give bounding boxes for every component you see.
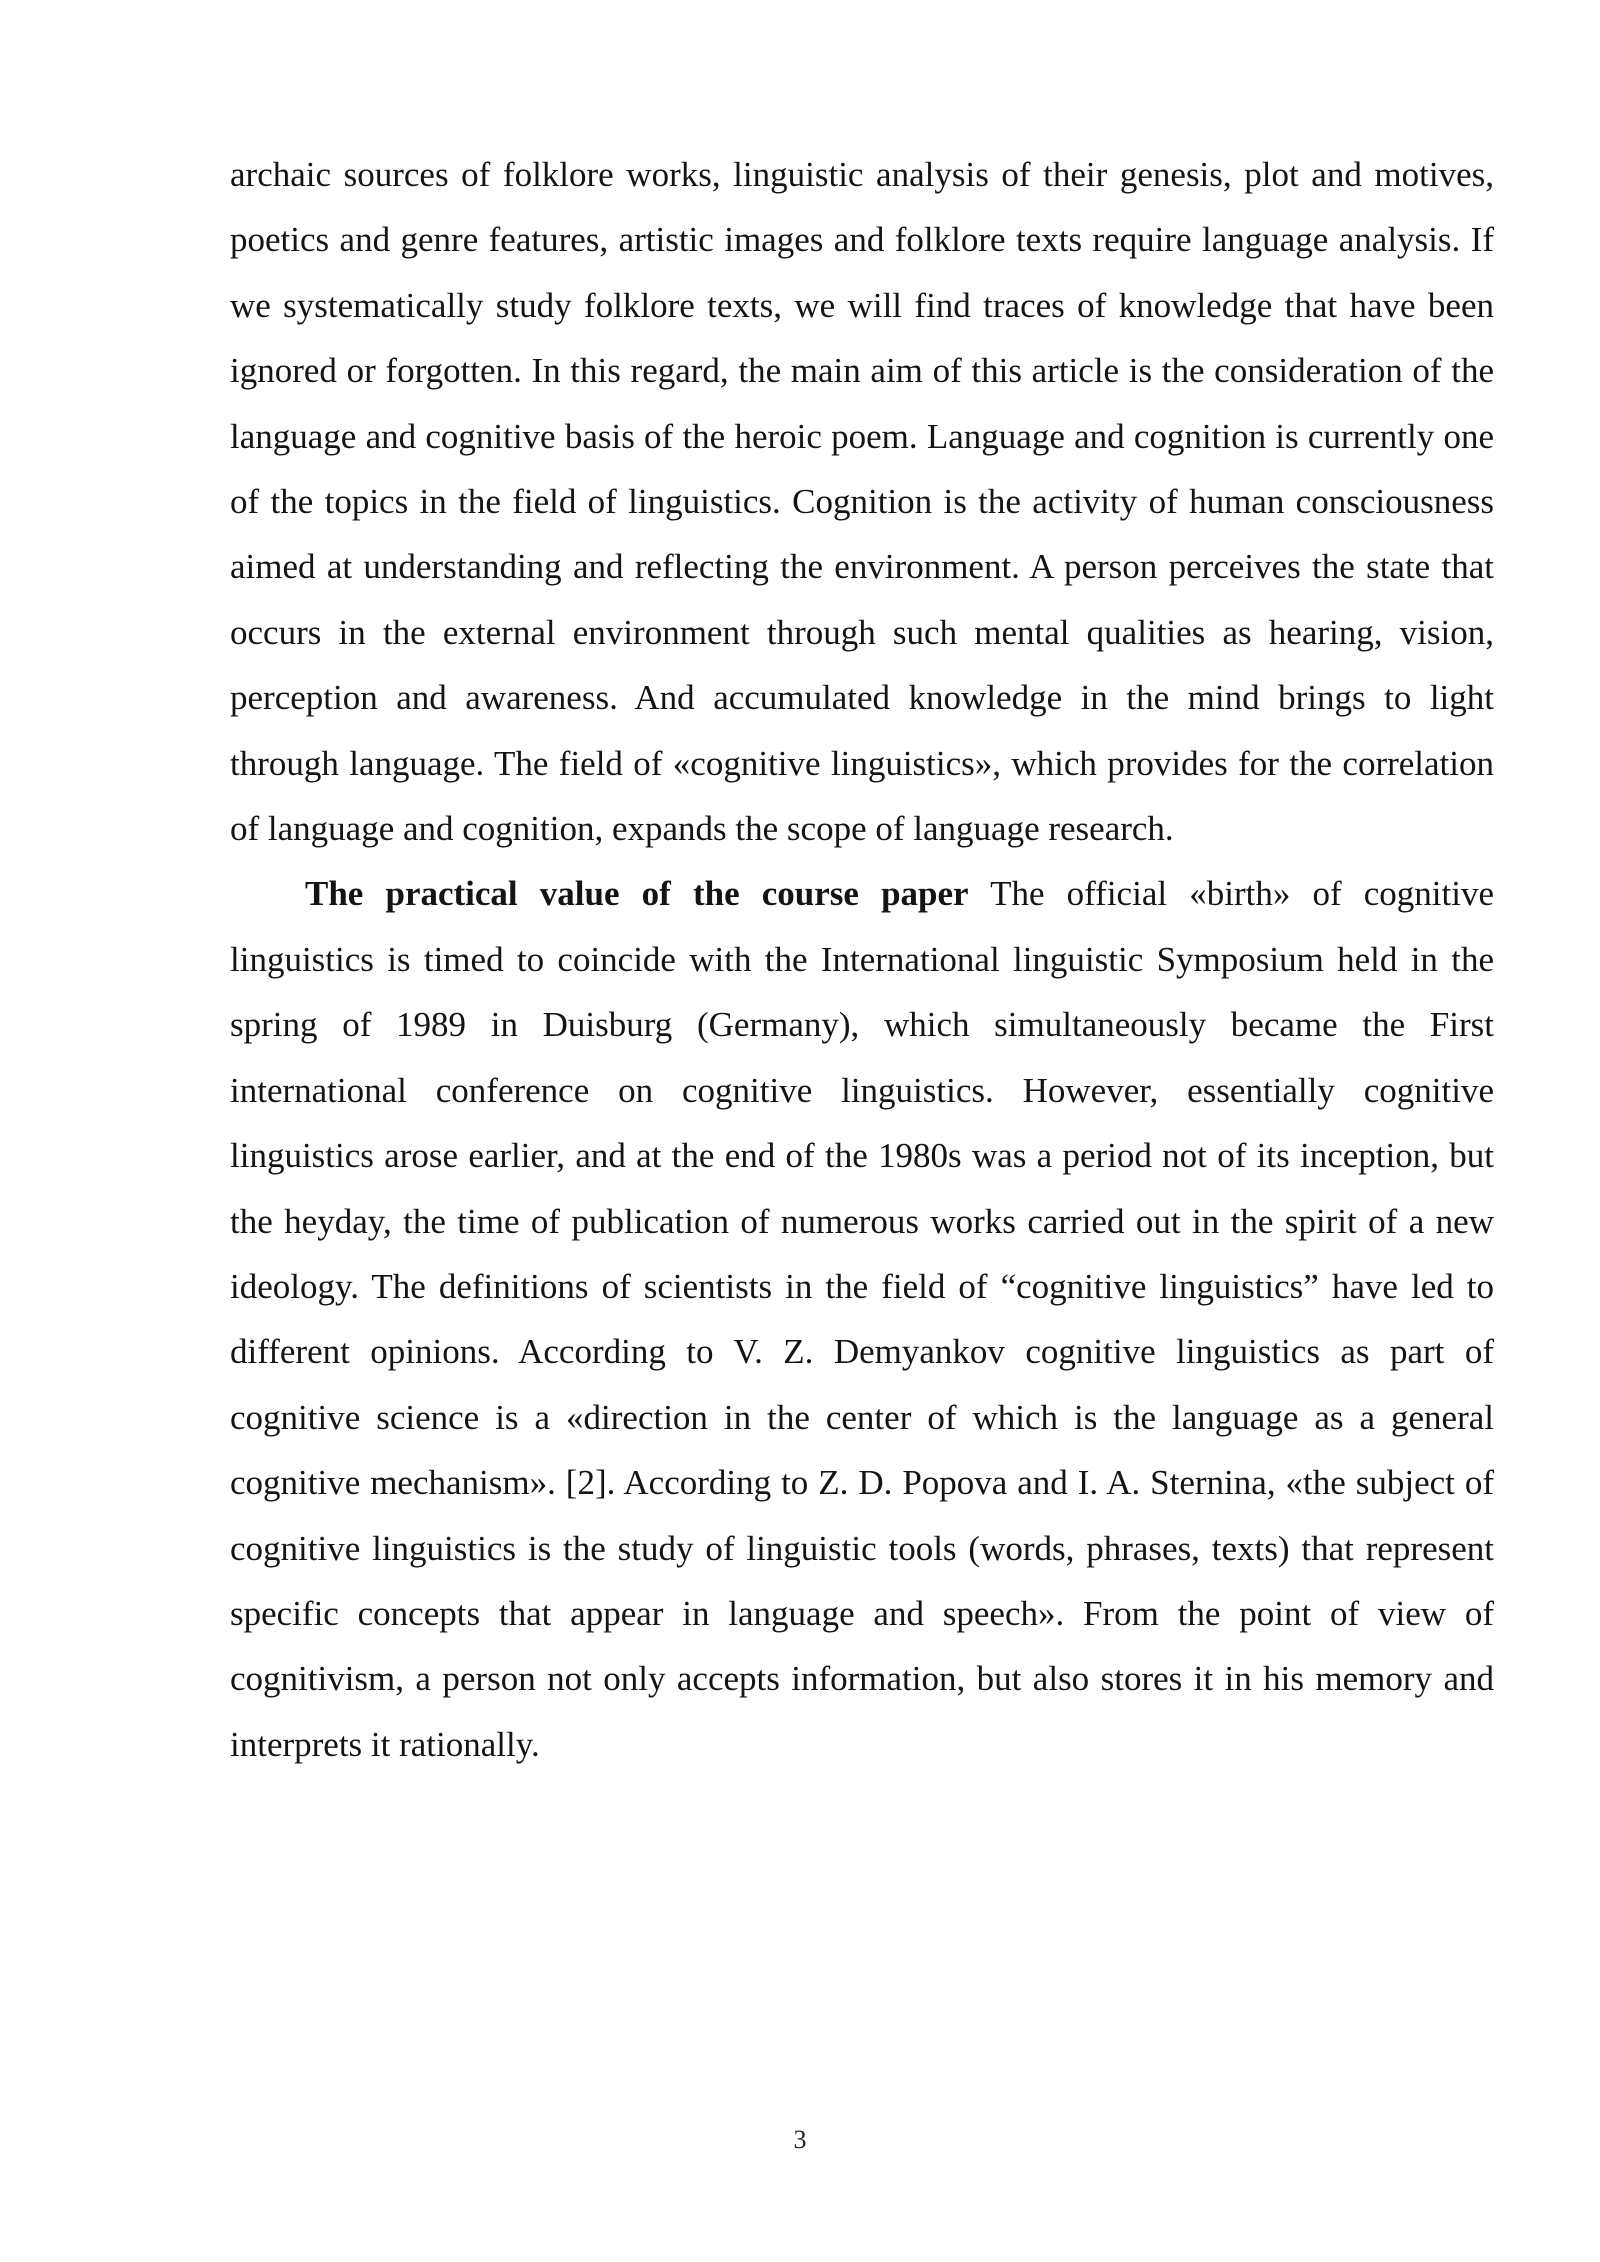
paragraph-2 [230, 861, 1494, 1777]
page-number: 3 [793, 2125, 807, 2154]
paragraph-1 [230, 142, 1494, 861]
paragraph-2-text: The official «birth» of cognitive linguistics is timed to coincide with the International linguistic Symposium held in the spring of 1989 in Duisburg (Germany), which simultaneously became the First international conference on cognitive linguistics. However, essentially cognitive linguistics arose earlier, and at the end of the 1980s was a period not of its inception, but the heyday, the time of publication of numerous works carried out in the spirit of a new ideology. The definitions of scientists in the field of “cognitive linguistics” have led to different opinions. According to V. Z. Demyankov cognitive linguistics as part of cognitive science is a «direction in the center of which is the language as a general cognitive mechanism». [2]. According to Z. D. Popova and I. A. Sternina, «the subject of cognitive linguistics is the study of linguistic tools (words, phrases, texts) that represent specific concepts that appear in language and speech». From the point of view of cognitivism, a person not only accepts information, but also stores it in his memory and interprets it rationally. [230, 874, 1494, 1764]
page-body [230, 142, 1494, 1777]
paragraph-1-text: archaic sources of folklore works, linguistic analysis of their genesis, plot and motives, poetics and genre features, artistic images and folklore texts require language analysis. If we systematically study folklore texts, we will find traces of knowledge that have been ignored or forgotten. In this regard, the main aim of this article is the consideration of the language and cognitive basis of the heroic poem. Language and cognition is currently one of the topics in the field of linguistics. Cognition is the activity of human consciousness aimed at understanding and reflecting the environment. A person perceives the state that occurs in the external environment through such mental qualities as hearing, vision, perception and awareness. And accumulated knowledge in the mind brings to light through language. The field of «cognitive linguistics», which provides for the correlation of language and cognition, expands the scope of language research. [230, 155, 1494, 849]
paragraph-2-bold-lead: The practical value of the course paper [305, 874, 969, 914]
